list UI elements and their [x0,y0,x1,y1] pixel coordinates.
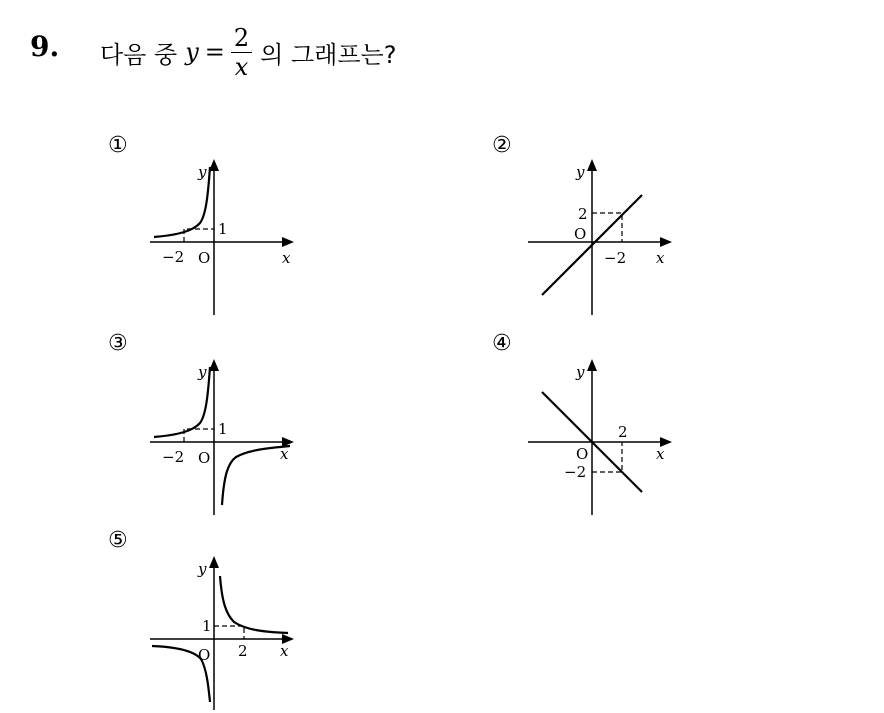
x-axis-label: x [280,642,289,660]
y-axis-label: y [198,363,207,381]
fraction [231,23,252,81]
origin-label: O [198,646,211,664]
choice-5-mark[interactable]: ⑤ [108,528,128,553]
choice-4-mark[interactable]: ④ [492,331,512,356]
y-axis-label: y [198,560,207,578]
choice-2-mark[interactable]: ② [492,133,512,158]
equation [185,23,252,81]
tick-label: 1 [218,420,228,438]
y-axis-label: y [576,363,585,381]
question-stem [100,16,396,88]
x-axis-label: x [282,249,291,267]
choice-3-mark[interactable]: ③ [108,331,128,356]
choice-4-graph[interactable] [526,355,676,520]
choice-2-graph[interactable] [526,155,676,320]
fraction-denominator: x [234,52,249,81]
choice-1-graph[interactable] [148,155,298,320]
question-number: 9. [30,30,60,63]
tick-label: 2 [618,423,628,441]
x-axis-arrow-icon [660,237,672,247]
guide-lines [214,626,244,639]
origin-label: O [198,449,211,467]
x-axis-label: x [280,445,289,463]
x-axis-arrow-icon [282,237,294,247]
y-axis-arrow-icon [209,556,219,568]
guide-lines [592,213,622,242]
choice-5-graph[interactable] [148,552,298,712]
tick-label: 1 [202,617,212,635]
equation-equals: = [204,38,225,66]
choice-3-graph[interactable] [148,355,298,520]
tick-label: −2 [162,248,185,266]
curve-right-branch [220,576,288,633]
tick-label: −2 [604,249,627,267]
origin-label: O [198,249,211,267]
tick-label: −2 [564,463,587,481]
y-axis-arrow-icon [587,159,597,171]
fraction-numerator: 2 [231,26,252,53]
y-axis-label: y [576,163,585,181]
stem-prefix: 다음 중 [100,40,178,69]
origin-label: O [576,445,589,463]
choice-1-mark[interactable]: ① [108,133,128,158]
y-axis-label: y [198,163,207,181]
x-axis-label: x [656,249,665,267]
tick-label: 2 [238,642,248,660]
x-axis-label: x [656,445,665,463]
origin-label: O [574,225,587,243]
stem-suffix: 의 그래프는? [260,40,397,69]
tick-label: 1 [218,220,228,238]
tick-label: −2 [162,448,185,466]
y-axis-arrow-icon [587,359,597,371]
equation-lhs: y [185,38,199,66]
tick-label: 2 [578,205,588,223]
